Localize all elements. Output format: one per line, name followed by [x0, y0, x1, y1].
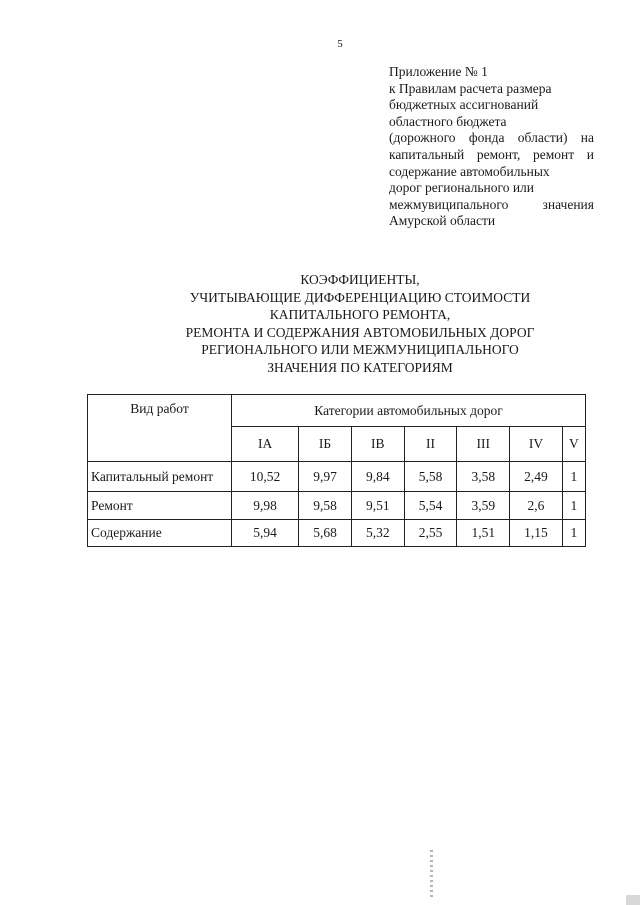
row-label: Ремонт: [88, 492, 232, 520]
table-cell: 5,94: [232, 520, 299, 547]
appendix-line: (дорожного фонда области) на: [389, 130, 594, 146]
title-line: УЧИТЫВАЮЩИЕ ДИФФЕРЕНЦИАЦИЮ СТОИМОСТИ: [189, 289, 531, 305]
table-cell: 1,15: [510, 520, 563, 547]
table-header-row: [88, 395, 586, 427]
page-number: 5: [337, 38, 343, 50]
appendix-line: Приложение № 1: [389, 64, 488, 79]
category-cell: IA: [232, 427, 299, 462]
table-cell: 5,32: [351, 520, 404, 547]
appendix-line: к Правилам расчета размера: [389, 80, 552, 96]
category-cell: V: [562, 427, 585, 462]
table-cell: 9,58: [299, 492, 352, 520]
table-cell: 1,51: [457, 520, 510, 547]
table-cell: 2,49: [510, 462, 563, 492]
table-cell: 1: [562, 492, 585, 520]
category-cell: IБ: [299, 427, 352, 462]
appendix-line: бюджетных ассигнований: [389, 97, 539, 113]
table-cell: 5,58: [404, 462, 457, 492]
table-cell: 1: [562, 462, 585, 492]
table-cell: 9,98: [232, 492, 299, 520]
title-line: РЕГИОНАЛЬНОГО ИЛИ МЕЖМУНИЦИПАЛЬНОГО: [201, 342, 519, 357]
category-cell: II: [404, 427, 457, 462]
appendix-line: содержание автомобильных: [389, 163, 550, 179]
row-label: Содержание: [88, 520, 232, 547]
categories-header: Категории автомобильных дорог: [232, 395, 586, 427]
table-row: [88, 462, 586, 492]
table-cell: 9,51: [351, 492, 404, 520]
document-title: [0, 271, 640, 376]
table-cell: 9,97: [299, 462, 352, 492]
title-line: ЗНАЧЕНИЯ ПО КАТЕГОРИЯМ: [267, 359, 453, 375]
title-line: КОЭФФИЦИЕНТЫ,: [300, 272, 420, 287]
table-row: [88, 492, 586, 520]
appendix-note: [389, 64, 594, 230]
coefficients-table: [87, 394, 586, 547]
table-cell: 3,58: [457, 462, 510, 492]
title-line: РЕМОНТА И СОДЕРЖАНИЯ АВТОМОБИЛЬНЫХ ДОРОГ: [185, 324, 535, 340]
appendix-line: капитальный ремонт, ремонт и: [389, 146, 594, 162]
scan-artifact: [430, 850, 433, 900]
table-cell: 5,68: [299, 520, 352, 547]
category-cell: III: [457, 427, 510, 462]
work-type-header: Вид работ: [88, 395, 232, 462]
table-cell: 5,54: [404, 492, 457, 520]
table-cell: 3,59: [457, 492, 510, 520]
appendix-line: областного бюджета: [389, 113, 507, 129]
scan-edge-artifact: [626, 895, 640, 905]
table-cell: 2,55: [404, 520, 457, 547]
category-cell: IB: [351, 427, 404, 462]
appendix-line: межмувиципального значения: [389, 196, 594, 212]
appendix-line: Амурской области: [389, 213, 496, 229]
title-line: КАПИТАЛЬНОГО РЕМОНТА,: [269, 307, 451, 322]
table-cell: 10,52: [232, 462, 299, 492]
table-row: [88, 520, 586, 547]
row-label: Капитальный ремонт: [88, 462, 232, 492]
table-cell: 9,84: [351, 462, 404, 492]
table-cell: 2,6: [510, 492, 563, 520]
appendix-line: дорог регионального или: [389, 180, 534, 196]
table-cell: 1: [562, 520, 585, 547]
category-cell: IV: [510, 427, 563, 462]
